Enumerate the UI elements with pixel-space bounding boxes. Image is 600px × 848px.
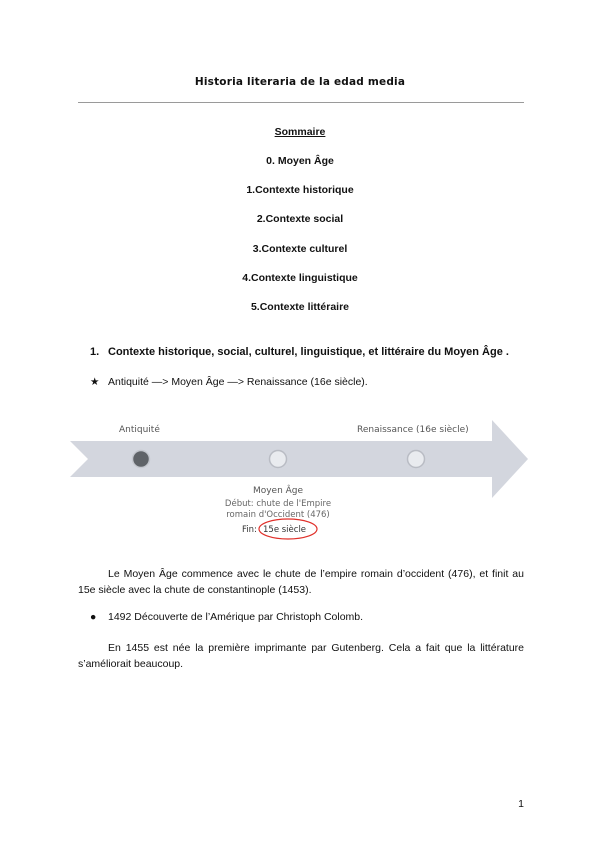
section-heading: [90, 346, 509, 358]
timeline-dot-moyen-age: [270, 451, 287, 468]
timeline-label-fin: Fin:: [242, 525, 257, 535]
toc-item-5: 5.Contexte littéraire: [250, 301, 350, 313]
timeline-label-fin-value: 15e siècle: [263, 525, 307, 535]
section-number: 1.: [90, 346, 100, 358]
timeline-label-moyen-age: Moyen Âge: [252, 486, 304, 496]
page-number: 1: [518, 798, 524, 810]
paragraph-moyen-age: Le Moyen Âge commence avec le chute de l’empire romain d’occident (476), et finit au 15e siècle avec la chute de constantinople (1453).: [78, 568, 524, 596]
timeline-label-debut: Début: chute de l'Empire: [224, 499, 332, 509]
title-divider: [78, 102, 524, 103]
timeline-label-renaissance: Renaissance (16e siècle): [357, 425, 469, 435]
timeline-dot-renaissance: [408, 451, 425, 468]
toc-item-4: 4.Contexte linguistique: [242, 272, 358, 284]
timeline-label-antiquite: Antiquité: [119, 425, 160, 435]
timeline-label-debut-2: romain d'Occident (476): [226, 510, 330, 520]
timeline-dot-antiquite: [133, 451, 150, 468]
bullet-star-text: Antiquité —> Moyen Âge —> Renaissance (16e siècle).: [108, 376, 368, 388]
star-icon: ★: [90, 376, 100, 388]
document-title: Historia literaria de la edad media: [194, 76, 406, 88]
bullet-dot-text: 1492 Découverte de l’Amérique par Christoph Colomb.: [108, 611, 364, 623]
section-heading-text: Contexte historique, social, culturel, linguistique, et littéraire du Moyen Âge .: [108, 346, 509, 358]
bullet-dot-icon: ●: [90, 611, 97, 623]
toc-item-2: 2.Contexte social: [256, 213, 344, 225]
paragraph-gutenberg: En 1455 est née la première imprimante par Gutenberg. Cela a fait que la littérature s’améliorait beaucoup.: [78, 642, 524, 670]
bullet-dot: [90, 611, 363, 623]
toc-heading: Sommaire: [274, 126, 326, 138]
toc-item-1: 1.Contexte historique: [246, 184, 354, 196]
toc-item-0: 0. Moyen Âge: [266, 155, 334, 167]
bullet-star: [90, 376, 368, 388]
timeline-diagram: [70, 416, 530, 546]
toc-item-3: 3.Contexte culturel: [252, 243, 348, 255]
